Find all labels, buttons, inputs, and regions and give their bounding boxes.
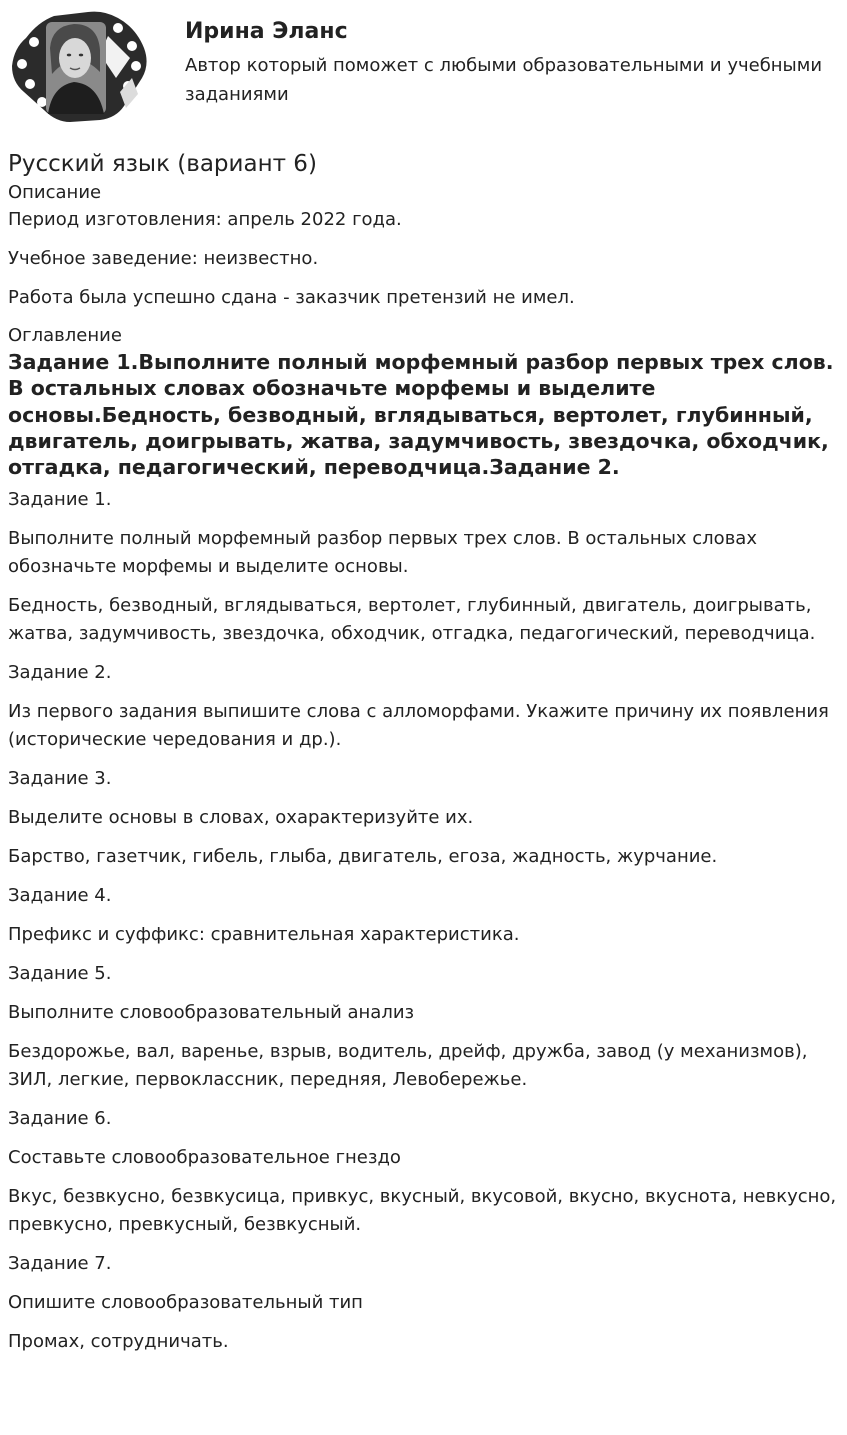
task-paragraph: Выделите основы в словах, охарактеризуйте их. <box>8 807 474 829</box>
task-paragraph: Бездорожье, вал, варенье, взрыв, водитель, дрейф, дружба, завод (у механизмов), ЗИЛ, легкие, первоклассник, передняя, Левобережье. <box>8 1041 808 1091</box>
task-paragraph: Задание 1. <box>8 489 112 511</box>
author-card <box>8 8 838 128</box>
task-paragraph: Выполните полный морфемный разбор первых трех слов. В остальных словах обозначьте морфемы и выделите основы. <box>8 528 757 578</box>
author-description: Автор который поможет с любыми образовательными и учебными заданиями <box>185 55 823 105</box>
task-paragraph: Бедность, безводный, вглядываться, вертолет, глубинный, двигатель, доигрывать, жатва, задумчивость, звездочка, обходчик, отгадка, педагогический, переводчица. <box>8 595 816 645</box>
task-paragraph: Из первого задания выпишите слова с алломорфами. Укажите причину их появления (исторические чередования и др.). <box>8 701 829 751</box>
description-label: Описание <box>8 182 102 203</box>
author-avatar[interactable] <box>8 8 150 126</box>
task-paragraph: Вкус, безвкусно, безвкусица, привкус, вкусный, вкусовой, вкусно, вкуснота, невкусно, превкусно, превкусный, безвкусный. <box>8 1186 837 1236</box>
work-content <box>8 148 838 1367</box>
period-text: Период изготовления: апрель 2022 года. <box>8 209 402 230</box>
page-title: Русский язык (вариант 6) <box>8 151 317 177</box>
task-paragraph: Задание 3. <box>8 768 112 790</box>
task-paragraph: Задание 4. <box>8 885 112 907</box>
task-paragraph: Барство, газетчик, гибель, глыба, двигатель, егоза, жадность, журчание. <box>8 846 718 868</box>
toc-heading: Задание 1.Выполните полный морфемный разбор первых трех слов. В остальных словах обозначьте морфемы и выделите основы.Бедность, безводный, вглядываться, вертолет, глубинный, двигатель, доигрывать, жатва, задумчивость, звездочка, обходчик, отгадка, педагогический, переводчица.Задание 2. <box>8 350 834 480</box>
task-paragraph: Промах, сотрудничать. <box>8 1331 229 1353</box>
task-paragraph: Опишите словообразовательный тип <box>8 1292 363 1314</box>
author-name[interactable]: Ирина Эланс <box>185 19 348 44</box>
task-paragraph: Выполните словообразовательный анализ <box>8 1002 415 1024</box>
task-paragraph: Префикс и суффикс: сравнительная характеристика. <box>8 924 520 946</box>
task-paragraph: Задание 5. <box>8 963 112 985</box>
task-paragraph: Задание 6. <box>8 1108 112 1130</box>
toc-label: Оглавление <box>8 325 122 346</box>
task-paragraph: Задание 7. <box>8 1253 112 1275</box>
institution-text: Учебное заведение: неизвестно. <box>8 248 319 269</box>
portrait-photo <box>46 22 106 114</box>
task-paragraph: Составьте словообразовательное гнездо <box>8 1147 401 1169</box>
task-paragraph: Задание 2. <box>8 662 112 684</box>
status-text: Работа была успешно сдана - заказчик претензий не имел. <box>8 287 575 308</box>
